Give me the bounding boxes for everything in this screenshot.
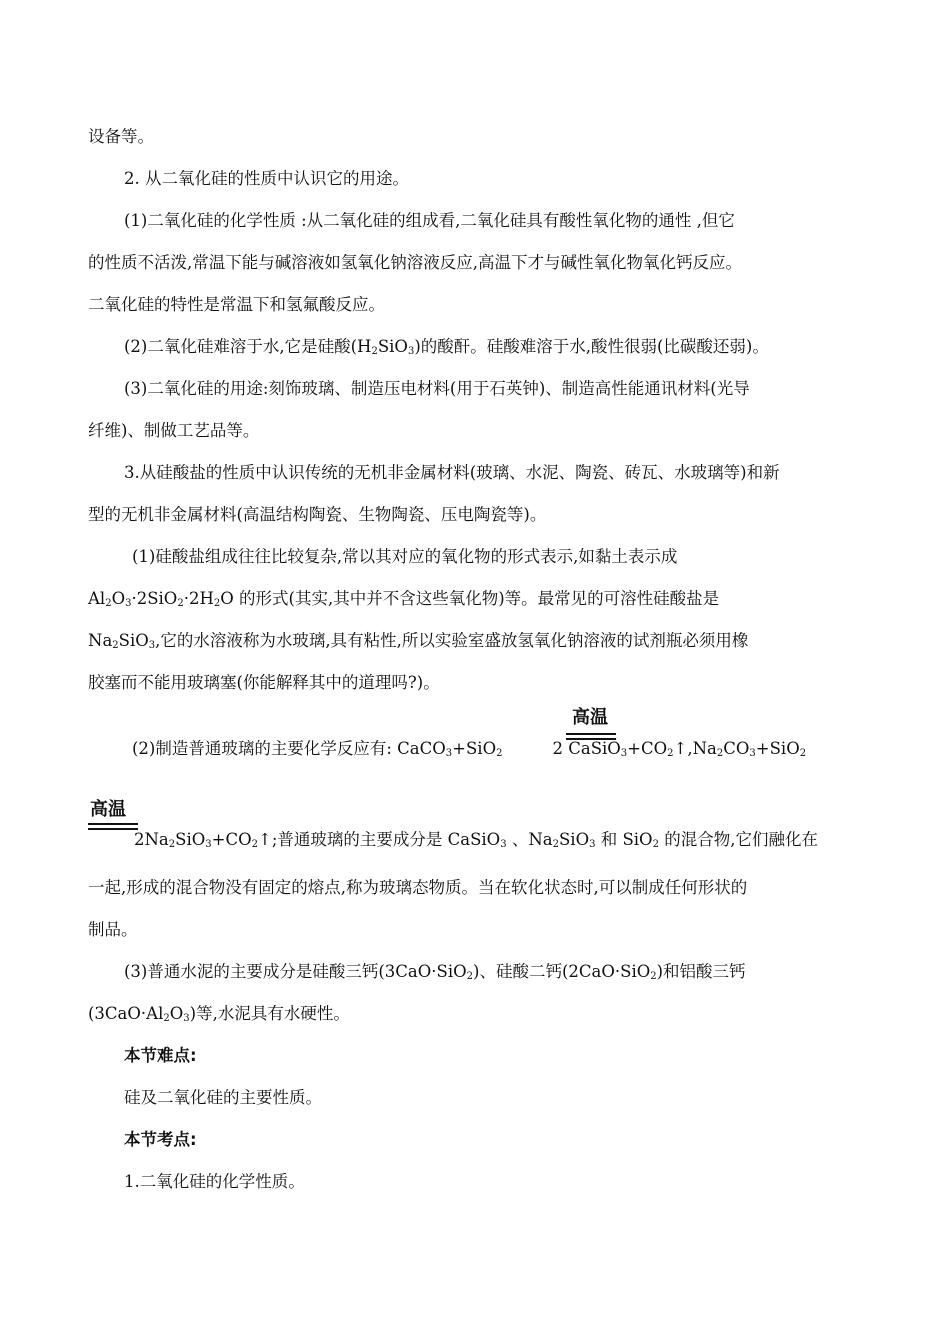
equals-bar [88,823,138,825]
text-line: 二氧化硅的特性是常温下和氢氟酸反应。 [88,295,385,314]
text-line: 硅及二氧化硅的主要性质。 [124,1088,322,1107]
reaction-condition-label: 高温 [90,799,126,820]
text-line: $Na_2SiO_3$,它的水溶液称为水玻璃,具有粘性,所以实验室盛放氢氧化钠溶液的试剂瓶必须用橡 [88,631,749,651]
text-line: 制品。 [88,920,138,939]
text-line: (1)二氧化硅的化学性质 :从二氧化硅的组成看,二氧化硅具有酸性氧化物的通性 ,但它 [124,211,735,230]
reaction-condition-label: 高温 [572,707,608,728]
text-line: (3)普通水泥的主要成分是硅酸三钙(3CaO·SiO$_2$)、硅酸二钙(2CaO·SiO$_2$)和铝酸三钙 [124,962,746,982]
text-line: 的性质不活泼,常温下能与碱溶液如氢氧化钠溶液反应,高温下才与碱性氧化物氧化钙反应。 [88,253,742,272]
heading-exam-points: 本节考点: [124,1130,197,1149]
text-line: 胶塞而不能用玻璃塞(你能解释其中的道理吗?)。 [88,673,440,692]
section-heading-2: 2. 从二氧化硅的性质中认识它的用途。 [124,169,409,188]
text-line: 一起,形成的混合物没有固定的熔点,称为玻璃态物质。当在软化状态时,可以制成任何形状的 [88,878,748,897]
equation-line: $2Na_2SiO_3+CO_2↑$;普通玻璃的主要成分是 CaSiO$_3$ 、$Na_2SiO_3$ 和 SiO$_2$ 的混合物,它们融化在 [134,830,818,850]
text-line: $Al_2O_3\cdot 2SiO_2\cdot 2H_2O$ 的形式(其实,其中并不含这些氧化物)等。最常见的可溶性硅酸盐是 [88,589,720,609]
text-line: $(3CaO\cdot Al_2O_3)$等,水泥具有水硬性。 [88,1004,350,1024]
text-line: (3)二氧化硅的用途:刻饰玻璃、制造压电材料(用于石英钟)、制造高性能通讯材料(光导 [124,379,750,398]
text-line: 1.二氧化硅的化学性质。 [124,1172,305,1191]
section-heading-3: 3.从硅酸盐的性质中认识传统的无机非金属材料(玻璃、水泥、陶瓷、砖瓦、水玻璃等)和新 [124,463,780,482]
text-line: (1)硅酸盐组成往往比较复杂,常以其对应的氧化物的形式表示,如黏土表示成 [132,547,678,566]
text-line: (2)二氧化硅难溶于水,它是硅酸$(H_2SiO_3)$的酸酐。硅酸难溶于水,酸性很弱(比碳酸还弱)。 [124,337,769,357]
text-line: 设备等。 [88,127,154,146]
equals-bar [566,733,616,735]
equation-line: (2)制造普通玻璃的主要化学反应有: CaCO$_3$+SiO$_2$ 2 $CaSiO_3+CO_2↑,Na_2CO_3+SiO_2$ [132,739,807,759]
text-line: 型的无机非金属材料(高温结构陶瓷、生物陶瓷、压电陶瓷等)。 [88,505,547,524]
heading-difficulty: 本节难点: [124,1046,197,1065]
equals-bar [88,828,138,830]
text-line: 纤维)、制做工艺品等。 [88,421,260,440]
